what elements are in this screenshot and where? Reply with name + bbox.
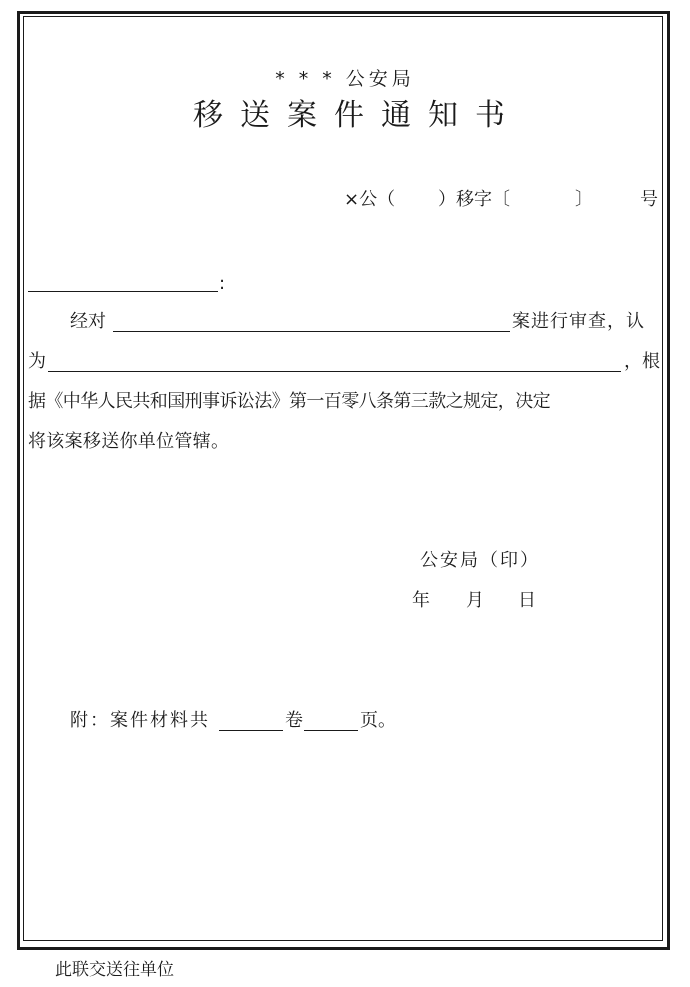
doc-number-middle: ）移字〔 [438, 189, 510, 210]
volumes-blank[interactable] [219, 730, 283, 731]
case-name-blank[interactable] [113, 331, 510, 332]
recipient-colon: : [219, 273, 226, 294]
attachment-suffix: 页。 [360, 710, 396, 731]
footer-note: 此联交送往单位 [55, 960, 174, 980]
date-month: 月 [466, 590, 484, 611]
pages-blank[interactable] [304, 730, 358, 731]
document-border-inner [23, 16, 663, 941]
body-line1-end: 案进行审查，认 [512, 311, 645, 332]
doc-number-bracket: 〕 [575, 189, 593, 210]
body-line3: 据《中华人民共和国刑事诉讼法》第一百零八条第三款之规定，决定 [28, 391, 550, 412]
doc-number-suffix: 号 [640, 189, 658, 210]
issuer-seal: 公安局（印） [420, 550, 540, 571]
date-day: 日 [518, 590, 536, 611]
attachment-middle: 卷 [285, 710, 303, 731]
body-line1-start: 经对 [70, 311, 106, 332]
doc-number-prefix: ×公（ [344, 189, 396, 210]
attachment-prefix: 附：案件材料共 [70, 710, 210, 731]
recipient-blank[interactable] [28, 291, 218, 292]
body-line2-start: 为 [28, 351, 46, 372]
finding-blank[interactable] [48, 371, 621, 372]
date-year: 年 [412, 590, 430, 611]
body-line2-end: ，根 [624, 351, 660, 372]
agency-name: * * * 公安局 [275, 68, 415, 90]
document-title: 移送案件通知书 [193, 98, 522, 133]
body-line4: 将该案移送你单位管辖。 [28, 431, 230, 452]
